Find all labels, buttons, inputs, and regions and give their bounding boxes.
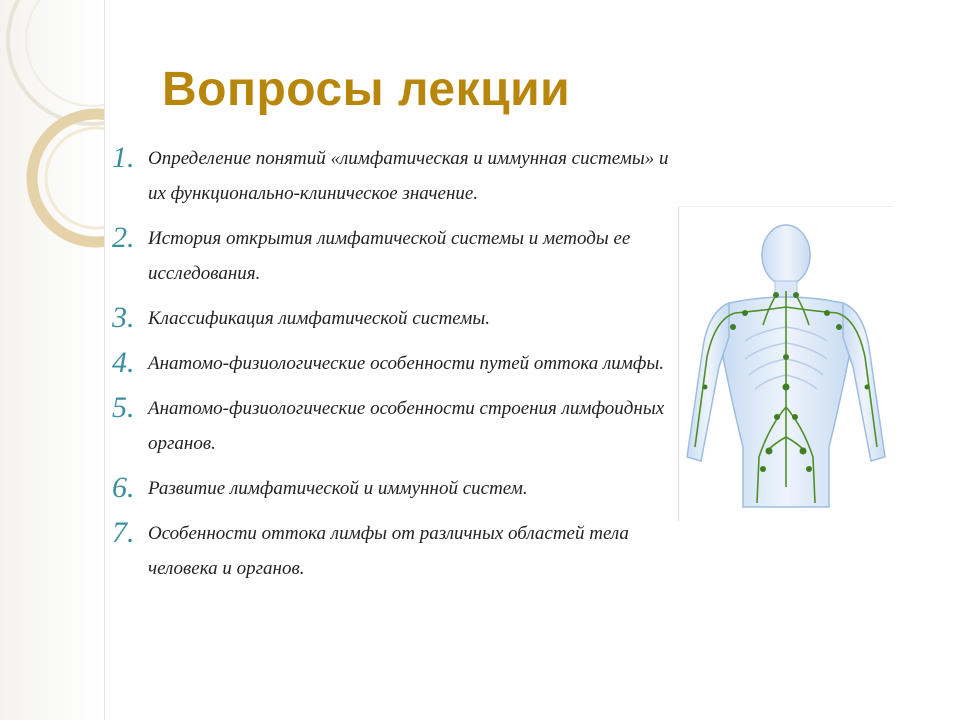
topic-number: 7. — [112, 516, 135, 549]
topic-number: 1. — [112, 141, 135, 174]
topic-number: 6. — [112, 471, 135, 504]
list-item — [112, 515, 682, 586]
lymphatic-system-illustration — [678, 206, 893, 521]
topic-text: Развитие лимфатической и иммунной систем. — [148, 478, 528, 499]
list-item — [112, 470, 682, 506]
topic-text: Особенности оттока лимфы от различных областей тела человека и органов. — [148, 523, 629, 579]
lecture-topics-list — [112, 140, 682, 595]
topic-text: История открытия лимфатической системы и методы ее исследования. — [148, 228, 631, 284]
topic-number: 2. — [112, 221, 135, 254]
topic-text: Анатомо-физиологические особенности строения лимфоидных органов. — [148, 398, 665, 454]
topic-text: Анатомо-физиологические особенности путей оттока лимфы. — [148, 353, 665, 374]
topic-number: 5. — [112, 391, 135, 424]
topic-text: Классификация лимфатической системы. — [148, 308, 490, 329]
slide-title: Вопросы лекции — [162, 63, 571, 116]
topic-text: Определение понятий «лимфатическая и иммунная системы» и их функционально-клиническое значение. — [148, 148, 669, 204]
list-item — [112, 300, 682, 336]
list-item — [112, 390, 682, 461]
decorative-side-panel — [0, 0, 105, 720]
list-item — [112, 140, 682, 211]
topic-number: 4. — [112, 346, 135, 379]
topic-number: 3. — [112, 301, 135, 334]
human-body-lymph-icon — [679, 207, 893, 521]
list-item — [112, 220, 682, 291]
list-item — [112, 345, 682, 381]
decorative-rings-icon — [0, 0, 104, 720]
